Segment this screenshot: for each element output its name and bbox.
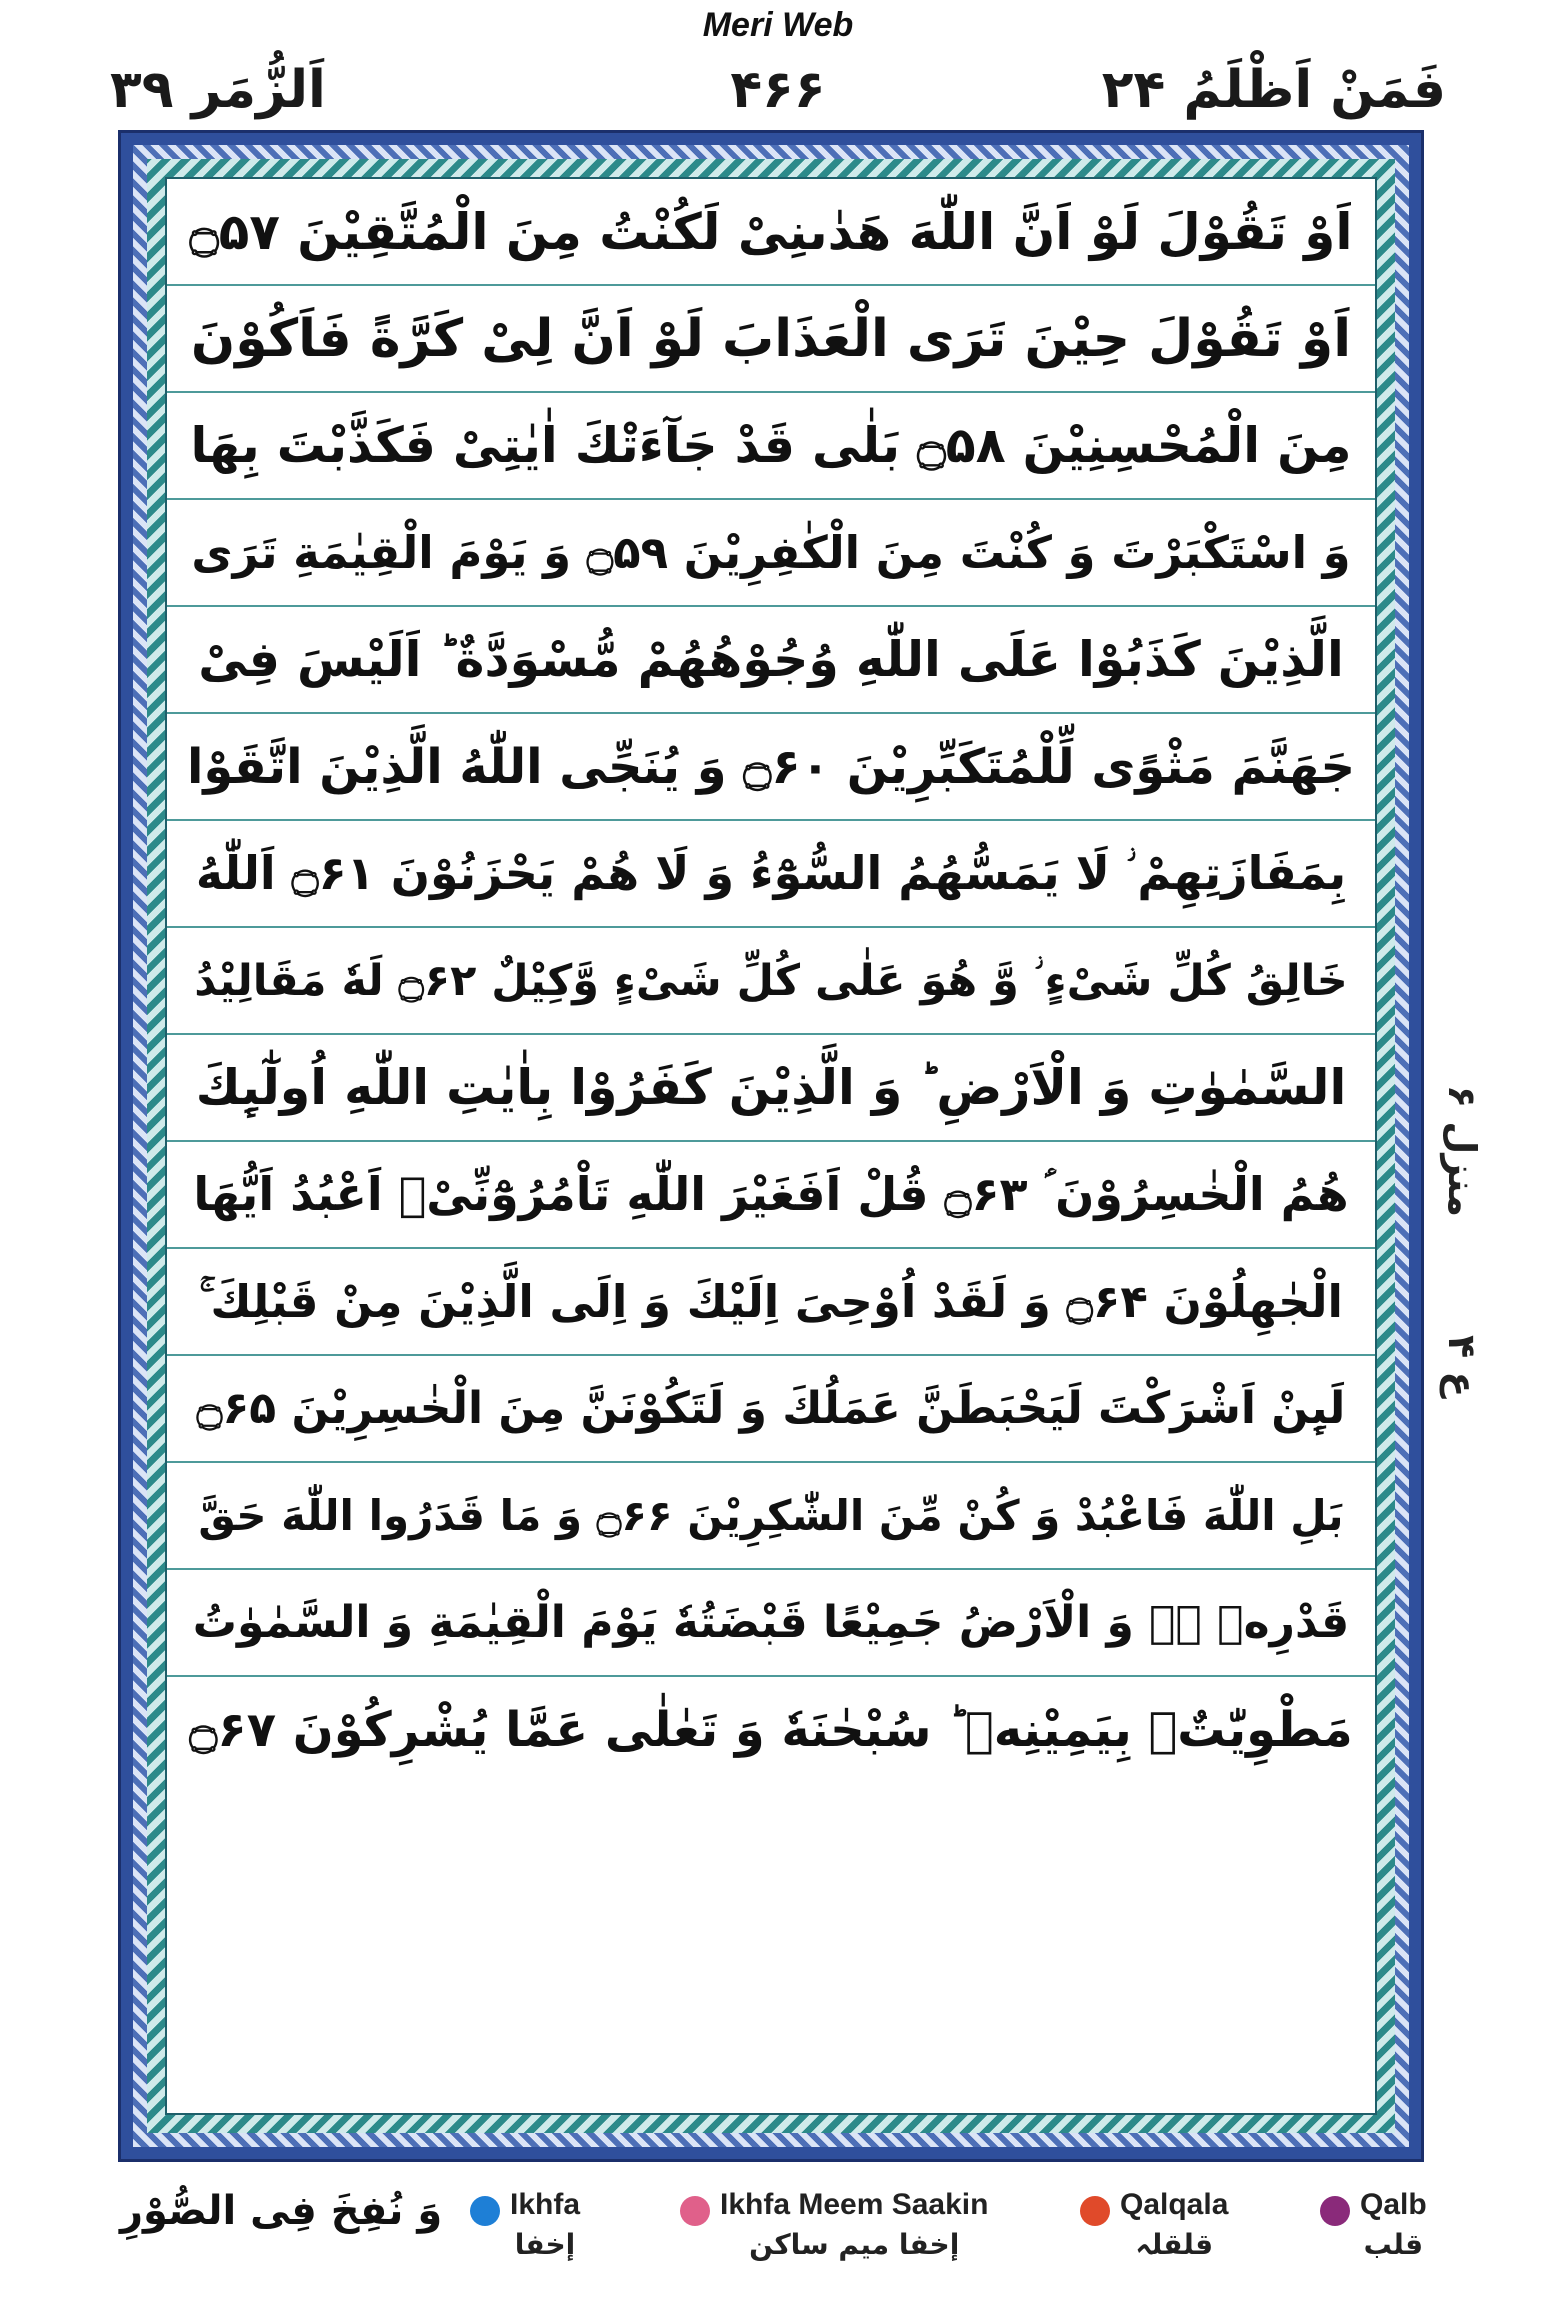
site-title: Meri Web xyxy=(702,6,854,44)
text-line xyxy=(167,1249,1375,1356)
catchword: وَ نُفِخَ فِی الصُّوْرِ xyxy=(120,2188,443,2234)
line-text: خَالِقُ كُلِّ شَیْءٍ ؗ وَّ هُوَ عَلٰى كُلِّ شَیْءٍ وَّكِیْلٌ ۝۶۲ لَهٗ مَقَالِیْدُ xyxy=(194,955,1348,1006)
line-text: مَطْوِیّٰتٌۢ بِیَمِیْنِهٖ ؕ سُبْحٰنَهٗ وَ تَعٰلٰى عَمَّا یُشْرِكُوْنَ ۝۶۷ xyxy=(189,1702,1353,1758)
text-line xyxy=(167,1570,1375,1677)
line-text: الْجٰهِلُوْنَ ۝۶۴ وَ لَقَدْ اُوْحِیَ اِلَیْكَ وَ اِلَى الَّذِیْنَ مِنْ قَبْلِكَ ۚ xyxy=(199,1274,1343,1328)
legend-label: Ikhfa Meem Saakin xyxy=(720,2188,989,2221)
legend-qalqala xyxy=(1080,2188,1228,2261)
surah-title: اَلزُّمَر ۳۹ xyxy=(110,60,326,120)
text-line xyxy=(167,179,1375,286)
page-number: ۴۶۶ xyxy=(730,60,826,120)
text-line xyxy=(167,607,1375,714)
text-line xyxy=(167,1356,1375,1463)
text-line xyxy=(167,1142,1375,1249)
text-line xyxy=(167,928,1375,1035)
legend-ikhfa-meem-saakin xyxy=(680,2188,988,2261)
text-line xyxy=(167,1677,1375,2119)
legend-label: Ikhfa xyxy=(510,2188,581,2221)
line-text: جَهَنَّمَ مَثْوًى لِّلْمُتَكَبِّرِیْنَ ۝۶۰ وَ یُنَجِّی اللّٰهُ الَّذِیْنَ اتَّقَوْا xyxy=(186,738,1356,795)
legend-ikhfa xyxy=(470,2188,580,2261)
legend-label-urdu: إخفا xyxy=(514,2228,576,2261)
line-text: الَّذِیْنَ كَذَبُوْا عَلَى اللّٰهِ وُجُوْهُهُمْ مُّسْوَدَّةٌ ؕ اَلَیْسَ فِیْ xyxy=(198,631,1344,688)
text-line xyxy=(167,393,1375,500)
legend-qalb xyxy=(1320,2188,1427,2261)
legend-label: Qalqala xyxy=(1120,2188,1229,2221)
text-line xyxy=(167,1463,1375,1570)
line-text: وَ اسْتَكْبَرْتَ وَ كُنْتَ مِنَ الْكٰفِرِیْنَ ۝۵۹ وَ یَوْمَ الْقِیٰمَةِ تَرَى xyxy=(191,526,1351,579)
text-line xyxy=(167,821,1375,928)
legend-label-urdu: قلب xyxy=(1363,2228,1424,2261)
line-text: مِنَ الْمُحْسِنِیْنَ ۝۵۸ بَلٰى قَدْ جَآءَتْكَ اٰیٰتِیْ فَكَذَّبْتَ بِهَا xyxy=(190,417,1352,474)
line-text: بَلِ اللّٰهَ فَاعْبُدْ وَ كُنْ مِّنَ الشّٰكِرِیْنَ ۝۶۶ وَ مَا قَدَرُوا اللّٰهَ حَقَّ xyxy=(198,1491,1344,1540)
line-text: اَوْ تَقُوْلَ لَوْ اَنَّ اللّٰهَ هَدٰىنِیْ لَكُنْتُ مِنَ الْمُتَّقِیْنَ ۝۵۷ xyxy=(189,202,1353,261)
line-text: قَدْرِهٖ ۖۗ وَ الْاَرْضُ جَمِیْعًا قَبْضَتُهٗ یَوْمَ الْقِیٰمَةِ وَ السَّمٰوٰتُ xyxy=(192,1597,1350,1648)
page-header xyxy=(110,60,1446,140)
legend-label-urdu: إخفا میم ساکن xyxy=(749,2228,960,2261)
footer-legend xyxy=(0,2170,1556,2303)
ornamental-frame xyxy=(118,130,1424,2162)
qalqala-color-dot xyxy=(1080,2196,1110,2226)
manzil-label: منزل ۶ xyxy=(1440,1085,1484,1218)
text-line xyxy=(167,714,1375,821)
qalb-color-dot xyxy=(1320,2196,1350,2226)
ikhfa-meem-color-dot xyxy=(680,2196,710,2226)
text-line xyxy=(167,286,1375,393)
ruku-label: ع ۴ xyxy=(1440,1335,1484,1398)
line-text: اَوْ تَقُوْلَ حِیْنَ تَرَى الْعَذَابَ لَوْ اَنَّ لِیْ كَرَّةً فَاَكُوْنَ xyxy=(190,308,1352,369)
legend-label: Qalb xyxy=(1360,2188,1427,2221)
quran-text-panel xyxy=(165,177,1377,2115)
line-text: السَّمٰوٰتِ وَ الْاَرْضِ ؕ وَ الَّذِیْنَ كَفَرُوْا بِاٰیٰتِ اللّٰهِ اُولٰٓىِٕكَ xyxy=(195,1059,1347,1116)
text-line xyxy=(167,500,1375,607)
line-text: بِمَفَازَتِهِمْ ؗ لَا یَمَسُّهُمُ السُّوْٓءُ وَ لَا هُمْ یَحْزَنُوْنَ ۝۶۱ اَللّٰهُ xyxy=(195,845,1347,900)
line-text: لَىِٕنْ اَشْرَكْتَ لَیَحْبَطَنَّ عَمَلُكَ وَ لَتَكُوْنَنَّ مِنَ الْخٰسِرِیْنَ ۝۶۵ xyxy=(196,1383,1346,1434)
ikhfa-color-dot xyxy=(470,2196,500,2226)
text-line xyxy=(167,1035,1375,1142)
line-text: هُمُ الْخٰسِرُوْنَ ؑ ۝۶۳ قُلْ اَفَغَیْرَ اللّٰهِ تَاْمُرُوْٓنِّیْۤ اَعْبُدُ اَیُّهَا xyxy=(193,1166,1349,1221)
juz-title: فَمَنْ اَظْلَمُ ۲۴ xyxy=(1101,60,1446,120)
legend-label-urdu: قلقلہ xyxy=(1135,2228,1214,2261)
